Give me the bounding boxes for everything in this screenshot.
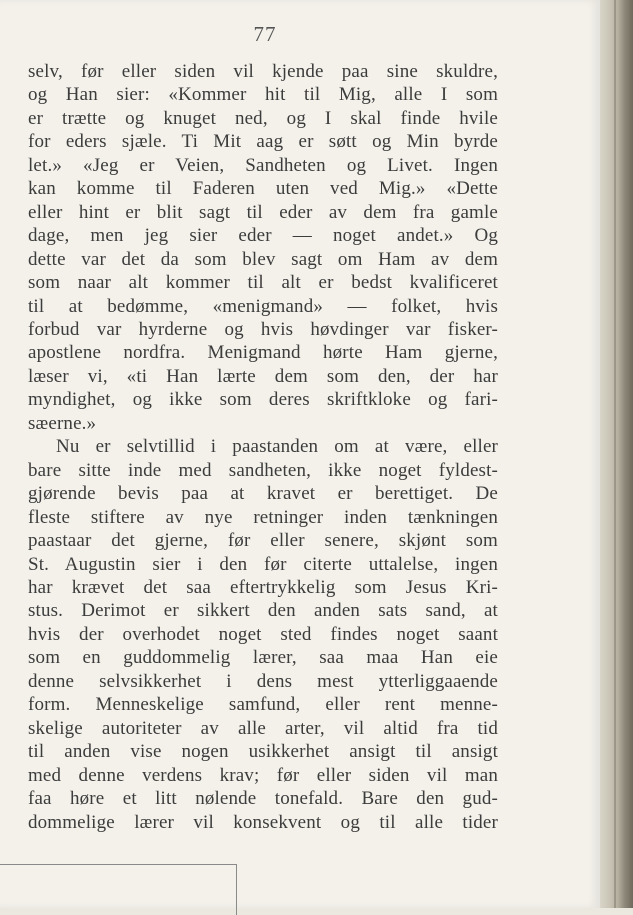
- text-line: læser vi, «ti Han lærte dem som den, der har: [28, 365, 498, 387]
- text-line: til at bedømme, «menigmand» — folket, hvis: [28, 295, 498, 317]
- text-line: myndighet, og ikke som deres skriftkloke og fari-: [28, 389, 498, 411]
- text-line: selv, før eller siden vil kjende paa sine skuldre,: [28, 61, 498, 82]
- text-line: forbud var hyrderne og hvis høvdinger var fisker-: [28, 318, 498, 340]
- text-line: gjørende bevis paa at kravet er berettiget. De: [28, 483, 498, 505]
- text-line: til anden vise nogen usikkerhet ansigt til ansigt: [28, 741, 498, 763]
- text-line: hvis der overhodet noget sted findes noget saant: [28, 623, 498, 645]
- body-text: [28, 60, 498, 834]
- text-line: dette var det da som blev sagt om Ham av dem: [28, 248, 498, 270]
- text-line: som naar alt kommer til alt er bedst kvalificeret: [28, 272, 498, 294]
- text-line: sæerne.»: [28, 412, 97, 434]
- page-number: 77: [253, 22, 277, 46]
- text-line: dage, men jeg sier eder — noget andet.» Og: [28, 225, 498, 247]
- text-line: har krævet det saa eftertrykkelig som Jesus Kri-: [28, 576, 498, 598]
- text-line: denne selvsikkerhet i dens mest ytterliggaaende: [28, 670, 498, 692]
- text-line: fleste stiftere av nye retninger inden tænkningen: [28, 506, 498, 528]
- text-line: St. Augustin sier i den før citerte uttalelse, ingen: [28, 553, 498, 575]
- text-line: som en guddommelig lærer, saa maa Han eie: [28, 647, 498, 669]
- text-line: og Han sier: «Kommer hit til Mig, alle I som: [28, 84, 498, 106]
- text-line: med denne verdens krav; før eller siden vil man: [28, 764, 498, 786]
- text-line: bare sitte inde med sandheten, ikke noget fyldest-: [28, 459, 498, 481]
- text-line: er trætte og knuget ned, og I skal finde hvile: [28, 107, 498, 129]
- text-line: stus. Derimot er sikkert den anden sats sand, at: [28, 600, 498, 622]
- text-line: Nu er selvtillid i paastanden om at være, eller: [56, 436, 498, 458]
- text-line: eller hint er blit sagt til eder av dem fra gamle: [28, 201, 498, 223]
- text-line: apostlene nordfra. Menigmand hørte Ham gjerne,: [28, 342, 498, 364]
- scan-frame-edge: [0, 864, 237, 915]
- text-line: skelige autoriteter av alle arter, vil altid fra tid: [28, 717, 498, 739]
- text-line: dommelige lærer vil konsekvent og til alle tider: [28, 811, 498, 833]
- book-spine: [600, 0, 633, 908]
- text-line: for eders sjæle. Ti Mit aag er søtt og Min byrde: [28, 131, 498, 153]
- text-line: kan komme til Faderen uten ved Mig.» «Dette: [28, 178, 498, 200]
- text-line: faa høre et litt nølende tonefald. Bare den gud-: [28, 788, 498, 810]
- text-line: paastaar det gjerne, før eller senere, skjønt som: [28, 530, 498, 552]
- text-line: let.» «Jeg er Veien, Sandheten og Livet. Ingen: [28, 154, 498, 176]
- text-line: form. Menneskelige samfund, eller rent menne-: [28, 694, 498, 716]
- gutter-line: [614, 0, 616, 908]
